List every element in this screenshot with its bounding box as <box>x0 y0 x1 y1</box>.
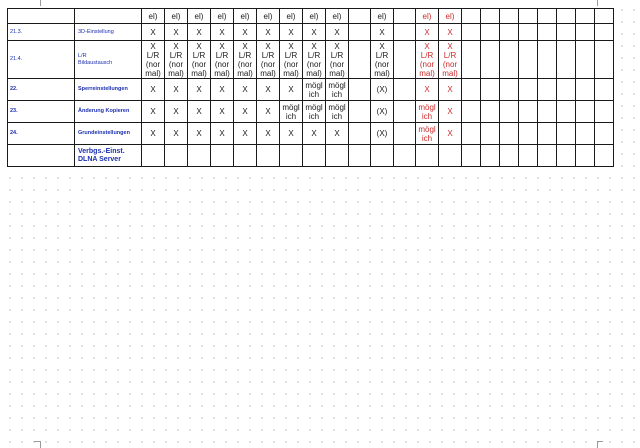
table-cell[interactable] <box>481 41 500 79</box>
table-cell[interactable]: X <box>234 79 257 101</box>
table-cell[interactable] <box>557 101 576 123</box>
table-cell[interactable] <box>538 145 557 167</box>
table-cell[interactable]: X L/R (nor mal) <box>165 41 188 79</box>
table-cell[interactable]: X <box>234 101 257 123</box>
table-row <box>8 79 614 101</box>
row-label-cell[interactable]: Verbgs.-Einst. DLNA Server <box>75 145 142 167</box>
table-cell[interactable]: X <box>142 123 165 145</box>
table-cell[interactable] <box>394 145 416 167</box>
table-cell[interactable]: X <box>371 24 394 41</box>
table-cell[interactable]: mögl ich <box>326 101 349 123</box>
table-cell[interactable] <box>519 41 538 79</box>
table-cell[interactable]: X <box>211 79 234 101</box>
row-number-cell[interactable] <box>8 145 75 167</box>
table-cell[interactable] <box>538 101 557 123</box>
header-cell[interactable]: el) <box>234 9 257 24</box>
row-label-cell[interactable]: 3D-Einstellung <box>75 24 142 41</box>
table-cell[interactable] <box>576 101 595 123</box>
table-cell[interactable] <box>394 101 416 123</box>
table-cell[interactable] <box>519 145 538 167</box>
table-cell[interactable] <box>595 41 614 79</box>
table-cell[interactable]: (X) <box>371 79 394 101</box>
table-cell[interactable]: X <box>439 101 462 123</box>
table-cell[interactable] <box>595 24 614 41</box>
table-cell[interactable]: X <box>326 24 349 41</box>
table-cell[interactable] <box>326 145 349 167</box>
table-cell[interactable]: X <box>303 24 326 41</box>
table-cell[interactable] <box>303 145 326 167</box>
table-cell[interactable]: mögl ich <box>280 101 303 123</box>
row-label-cell[interactable]: Sperreinstellungen <box>75 79 142 101</box>
table-cell[interactable]: X <box>257 123 280 145</box>
table-cell[interactable] <box>595 123 614 145</box>
table-cell[interactable]: X <box>142 79 165 101</box>
table-cell[interactable] <box>595 101 614 123</box>
table-cell[interactable] <box>481 24 500 41</box>
table-cell[interactable] <box>462 24 481 41</box>
table-cell[interactable] <box>211 145 234 167</box>
table-cell[interactable] <box>462 79 481 101</box>
table-cell[interactable] <box>576 41 595 79</box>
header-cell[interactable]: el) <box>416 9 439 24</box>
table-cell[interactable] <box>500 123 519 145</box>
table-cell[interactable] <box>538 79 557 101</box>
table-cell[interactable] <box>557 123 576 145</box>
table-cell[interactable] <box>557 24 576 41</box>
table-cell[interactable]: X <box>188 123 211 145</box>
table-cell[interactable] <box>500 24 519 41</box>
table-cell[interactable]: X L/R (nor mal) <box>211 41 234 79</box>
table-cell[interactable]: X <box>165 79 188 101</box>
table-cell[interactable] <box>500 101 519 123</box>
table-cell[interactable]: X <box>257 24 280 41</box>
table-cell[interactable] <box>280 145 303 167</box>
table-cell[interactable] <box>481 101 500 123</box>
table-cell[interactable]: X <box>439 123 462 145</box>
table-cell[interactable]: (X) <box>371 101 394 123</box>
row-label-cell[interactable]: Grundeinstellungen <box>75 123 142 145</box>
table-cell[interactable]: (X) <box>371 123 394 145</box>
table-cell[interactable]: X <box>211 123 234 145</box>
table-cell[interactable] <box>500 41 519 79</box>
header-cell[interactable] <box>519 9 538 24</box>
table-cell[interactable]: X <box>439 79 462 101</box>
table-row <box>8 24 614 41</box>
table-cell[interactable]: X <box>165 101 188 123</box>
table-cell[interactable]: X <box>280 79 303 101</box>
table-cell[interactable]: mögl ich <box>416 123 439 145</box>
table-cell[interactable] <box>462 101 481 123</box>
table-cell[interactable]: X <box>142 24 165 41</box>
header-cell[interactable]: el) <box>188 9 211 24</box>
header-cell[interactable]: el) <box>280 9 303 24</box>
header-cell[interactable] <box>557 9 576 24</box>
table-cell[interactable]: X <box>280 24 303 41</box>
table-cell[interactable] <box>538 24 557 41</box>
table-cell[interactable]: mögl ich <box>303 101 326 123</box>
row-number-cell[interactable]: 21.4. <box>8 41 75 79</box>
table-cell[interactable]: X <box>416 79 439 101</box>
header-cell[interactable] <box>538 9 557 24</box>
table-row <box>8 41 614 79</box>
row-number-cell[interactable]: 24. <box>8 123 75 145</box>
table-row <box>8 101 614 123</box>
table-cell[interactable] <box>519 123 538 145</box>
crop-mark-top-left <box>40 0 41 6</box>
table-cell[interactable] <box>371 145 394 167</box>
header-row <box>8 9 614 24</box>
table-cell[interactable]: X L/R (nor mal) <box>371 41 394 79</box>
table-cell[interactable] <box>394 41 416 79</box>
table-row <box>8 123 614 145</box>
table-cell[interactable] <box>538 123 557 145</box>
row-number-cell[interactable]: 22. <box>8 79 75 101</box>
header-cell[interactable]: el) <box>303 9 326 24</box>
table-cell[interactable]: X <box>211 24 234 41</box>
header-cell[interactable]: el) <box>257 9 280 24</box>
table-cell[interactable] <box>595 79 614 101</box>
table-cell[interactable] <box>349 41 371 79</box>
table-cell[interactable] <box>557 79 576 101</box>
table-cell[interactable] <box>394 123 416 145</box>
table-cell[interactable]: X <box>188 79 211 101</box>
header-cell[interactable] <box>349 9 371 24</box>
header-cell[interactable] <box>500 9 519 24</box>
table-row <box>8 145 614 167</box>
table-cell[interactable]: X <box>257 79 280 101</box>
table-cell[interactable]: X L/R (nor mal) <box>257 41 280 79</box>
header-cell[interactable] <box>576 9 595 24</box>
table-cell[interactable]: X <box>188 101 211 123</box>
header-cell[interactable] <box>481 9 500 24</box>
crop-mark-bottom-left-v <box>40 441 41 448</box>
data-table <box>7 8 614 167</box>
header-cell[interactable]: el) <box>211 9 234 24</box>
table-cell[interactable] <box>257 145 280 167</box>
table-cell[interactable] <box>481 145 500 167</box>
table-cell[interactable]: X <box>188 24 211 41</box>
header-num-cell[interactable] <box>8 9 75 24</box>
header-cell[interactable]: el) <box>439 9 462 24</box>
table-cell[interactable]: X <box>165 123 188 145</box>
table-cell[interactable] <box>557 145 576 167</box>
table-cell[interactable]: mögl ich <box>416 101 439 123</box>
header-cell[interactable] <box>595 9 614 24</box>
table-cell[interactable]: X L/R (nor mal) <box>326 41 349 79</box>
header-cell[interactable]: el) <box>142 9 165 24</box>
table-cell[interactable]: X <box>303 123 326 145</box>
table-cell[interactable] <box>349 123 371 145</box>
table-cell[interactable] <box>165 145 188 167</box>
table-cell[interactable]: X L/R (nor mal) <box>234 41 257 79</box>
table-cell[interactable] <box>462 123 481 145</box>
table-cell[interactable] <box>394 79 416 101</box>
table-cell[interactable]: X <box>234 24 257 41</box>
table-cell[interactable] <box>519 101 538 123</box>
table-cell[interactable] <box>576 123 595 145</box>
table-cell[interactable]: X L/R (nor mal) <box>439 41 462 79</box>
table-cell[interactable] <box>349 145 371 167</box>
row-label-cell[interactable]: L/R Bildaustausch <box>75 41 142 79</box>
table-cell[interactable]: X L/R (nor mal) <box>188 41 211 79</box>
row-number-cell[interactable]: 23. <box>8 101 75 123</box>
table-cell[interactable] <box>462 145 481 167</box>
table-cell[interactable]: X <box>142 101 165 123</box>
table-cell[interactable] <box>349 24 371 41</box>
crop-mark-top-right <box>597 0 598 6</box>
header-cell[interactable]: el) <box>371 9 394 24</box>
table-cell[interactable] <box>519 24 538 41</box>
header-cell[interactable]: el) <box>165 9 188 24</box>
table-cell[interactable] <box>188 145 211 167</box>
table-cell[interactable] <box>481 123 500 145</box>
table-cell[interactable] <box>234 145 257 167</box>
table-cell[interactable]: X <box>257 101 280 123</box>
table-cell[interactable]: X L/R (nor mal) <box>303 41 326 79</box>
header-cell[interactable] <box>394 9 416 24</box>
row-label-cell[interactable]: Änderung Kopieren <box>75 101 142 123</box>
table-cell[interactable]: X <box>416 24 439 41</box>
header-cell[interactable]: el) <box>326 9 349 24</box>
table-cell[interactable]: X <box>211 101 234 123</box>
table-cell[interactable] <box>349 79 371 101</box>
row-number-cell[interactable]: 21.3. <box>8 24 75 41</box>
table-cell[interactable] <box>576 145 595 167</box>
table-cell[interactable] <box>576 79 595 101</box>
table-cell[interactable] <box>481 79 500 101</box>
table-cell[interactable]: X <box>280 123 303 145</box>
header-cell[interactable] <box>462 9 481 24</box>
table-cell[interactable] <box>519 79 538 101</box>
table-cell[interactable] <box>394 24 416 41</box>
table-cell[interactable]: mögl ich <box>303 79 326 101</box>
table-cell[interactable] <box>439 145 462 167</box>
table-cell[interactable]: X <box>326 123 349 145</box>
table-cell[interactable] <box>576 24 595 41</box>
table-cell[interactable]: mögl ich <box>326 79 349 101</box>
header-label-cell[interactable] <box>75 9 142 24</box>
table-cell[interactable]: X L/R (nor mal) <box>142 41 165 79</box>
table-cell[interactable]: X L/R (nor mal) <box>416 41 439 79</box>
table-cell[interactable] <box>557 41 576 79</box>
table-cell[interactable] <box>462 41 481 79</box>
crop-mark-bottom-right-v <box>597 441 598 448</box>
table-cell[interactable]: X <box>165 24 188 41</box>
table-cell[interactable]: X <box>439 24 462 41</box>
table-cell[interactable] <box>416 145 439 167</box>
table-cell[interactable]: X <box>234 123 257 145</box>
table-cell[interactable] <box>595 145 614 167</box>
table-cell[interactable] <box>538 41 557 79</box>
table-cell[interactable] <box>349 101 371 123</box>
table-cell[interactable] <box>500 79 519 101</box>
table-cell[interactable]: X L/R (nor mal) <box>280 41 303 79</box>
table-cell[interactable] <box>500 145 519 167</box>
table-cell[interactable] <box>142 145 165 167</box>
